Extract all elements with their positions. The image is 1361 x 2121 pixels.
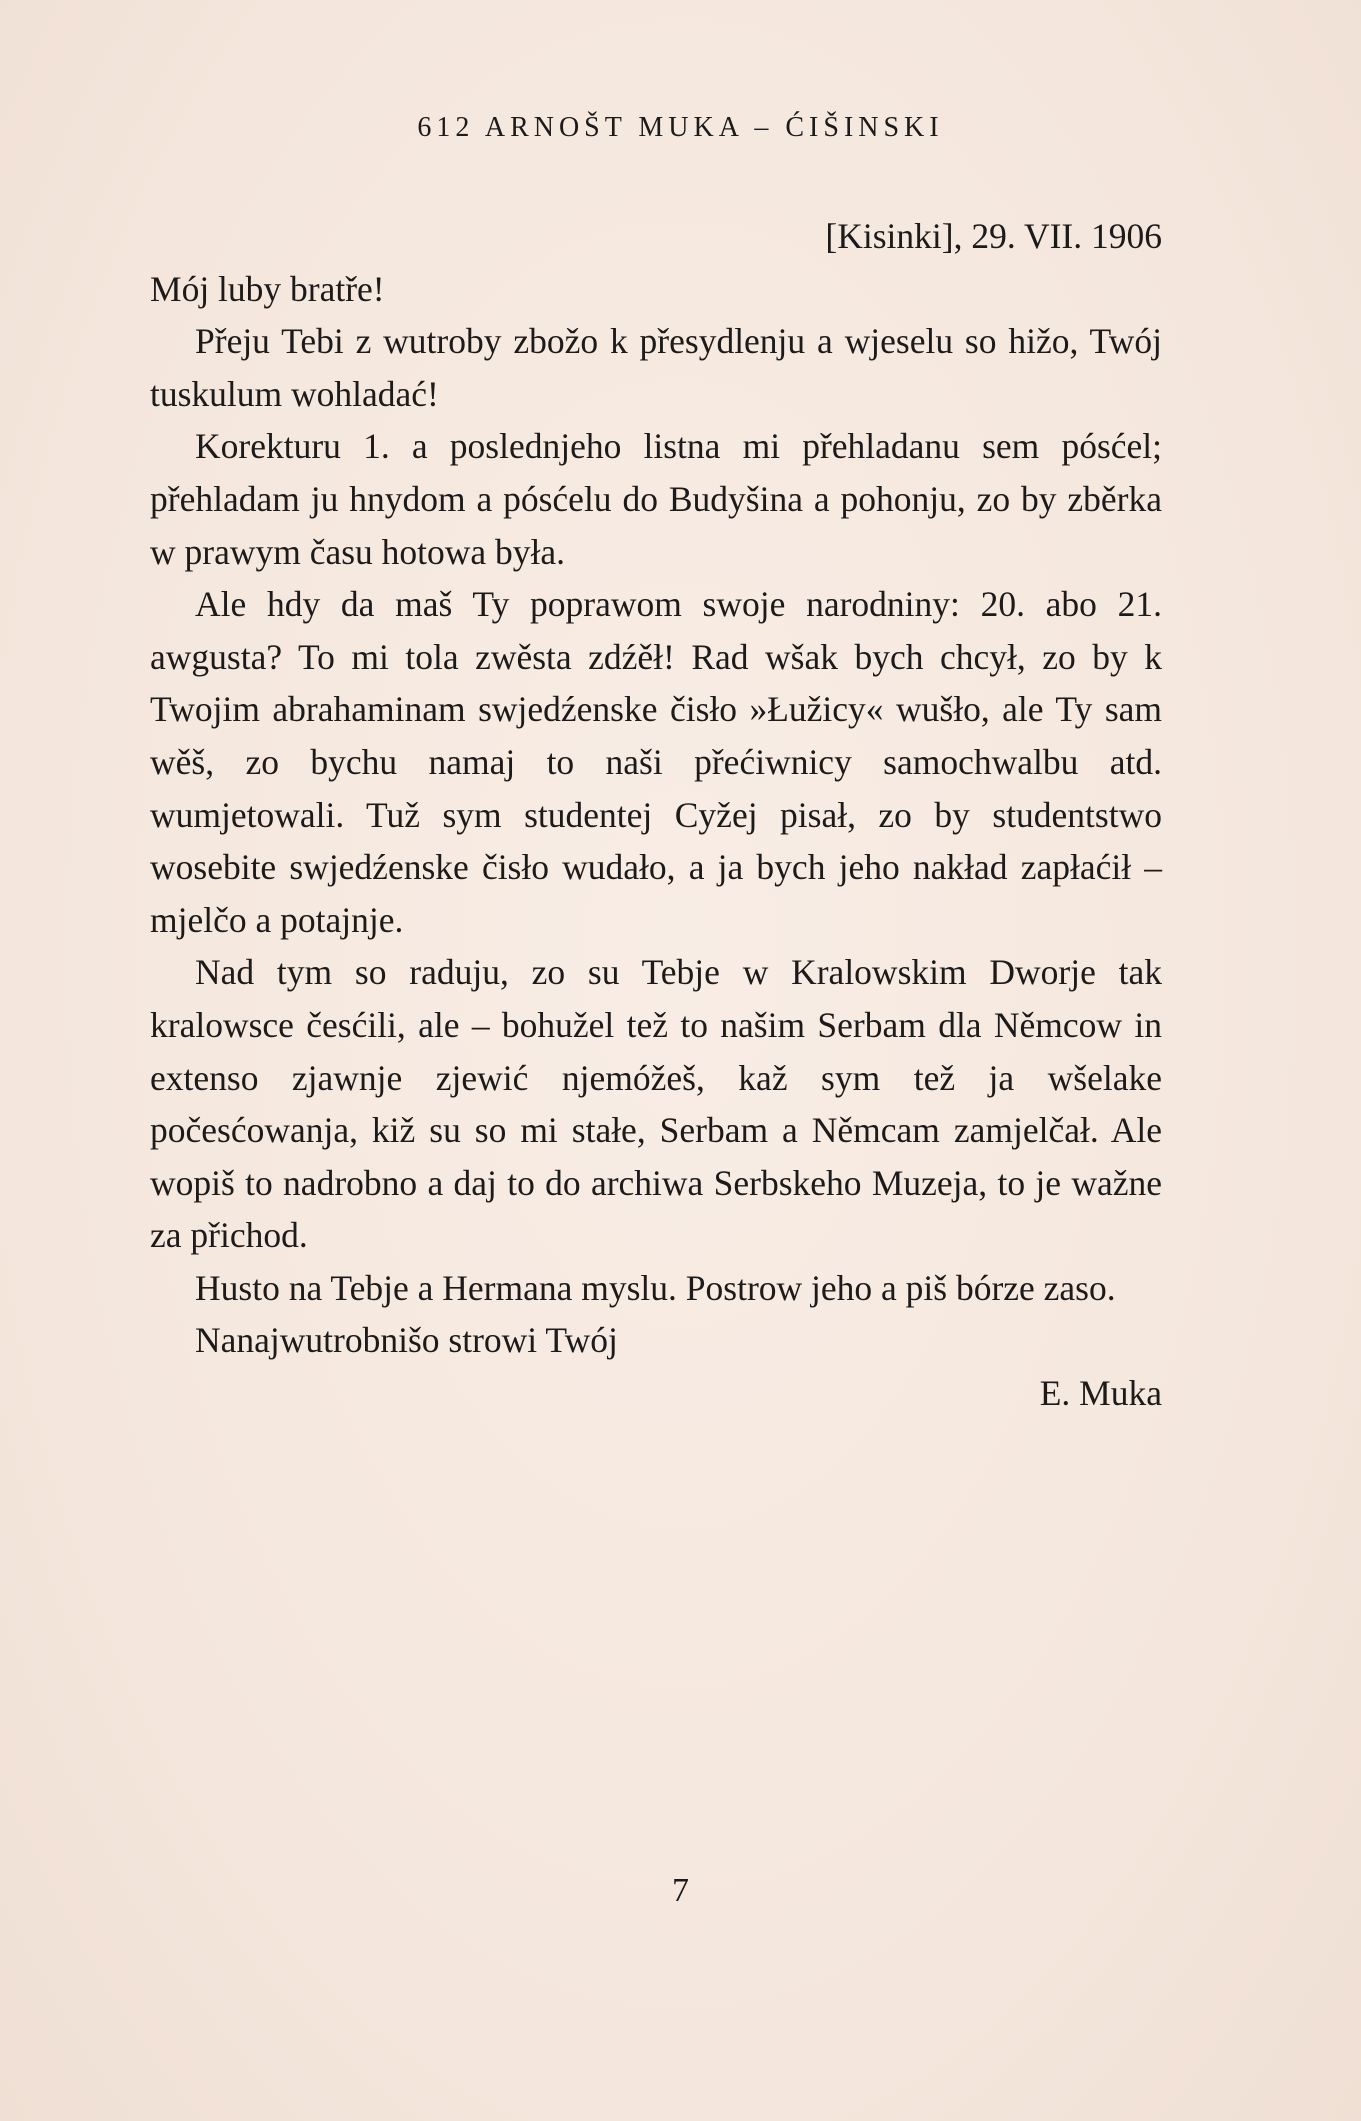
letter-paragraph: Korekturu 1. a poslednjeho listna mi přehladanu sem pósćel; přehladam ju hnydom a pósćelu do Budyšina a pohonju, zo by zběrka w prawym času hotowa była. [150,426,1162,572]
running-head: 612 ARNOŠT MUKA – ĆIŠINSKI [417,112,944,143]
letter-paragraph: Husto na Tebje a Hermana myslu. Postrow jeho a piš bórze zaso. [195,1267,1116,1308]
letter-salutation: Mój luby bratře! [150,268,385,309]
page-number: 7 [672,1872,689,1909]
letter-closing: Nanajwutrobnišo strowi Twój [195,1320,618,1361]
letter-body [150,210,1162,1420]
letter-signature: E. Muka [1039,1373,1162,1414]
letter-paragraph: Přeju Tebi z wutroby zbožo k přesydlenju a wjeselu so hižo, Twój tuskulum wohladać! [150,321,1162,414]
letter-paragraph: Ale hdy da maš Ty poprawom swoje narodniny: 20. abo 21. awgusta? To mi tola zwěsta zdźěł! Rad wšak bych chcył, zo by k Twojim abrahaminam swjedźenske čisło »Łužicy« wušło, ale Ty sam wěš, zo bychu namaj to naši přećiwnicy samochwalbu atd. wumjetowali. Tuž sym studentej Cyžej pisał, zo by studentstwo wosebite swjedźenske čisło wudało, a ja bych jeho nakład zapłaćił – mjelčo a potajnje. [150,584,1162,940]
letter-paragraph: Nad tym so raduju, zo su Tebje w Kralowskim Dworje tak kralowsce česćili, ale – bohužel tež to našim Serbam dla Němcow in extenso zjawnje zjewić njemóžeš, kaž sym tež ja wšelake počesćowanja, kiž su so mi stałe, Serbam a Němcam zamjelčał. Ale wopiš to nadrobno a daj to do archiwa Serbskeho Muzeja, to je wažne za přichod. [150,952,1162,1256]
letter-dateline: [Kisinki], 29. VII. 1906 [825,216,1162,256]
